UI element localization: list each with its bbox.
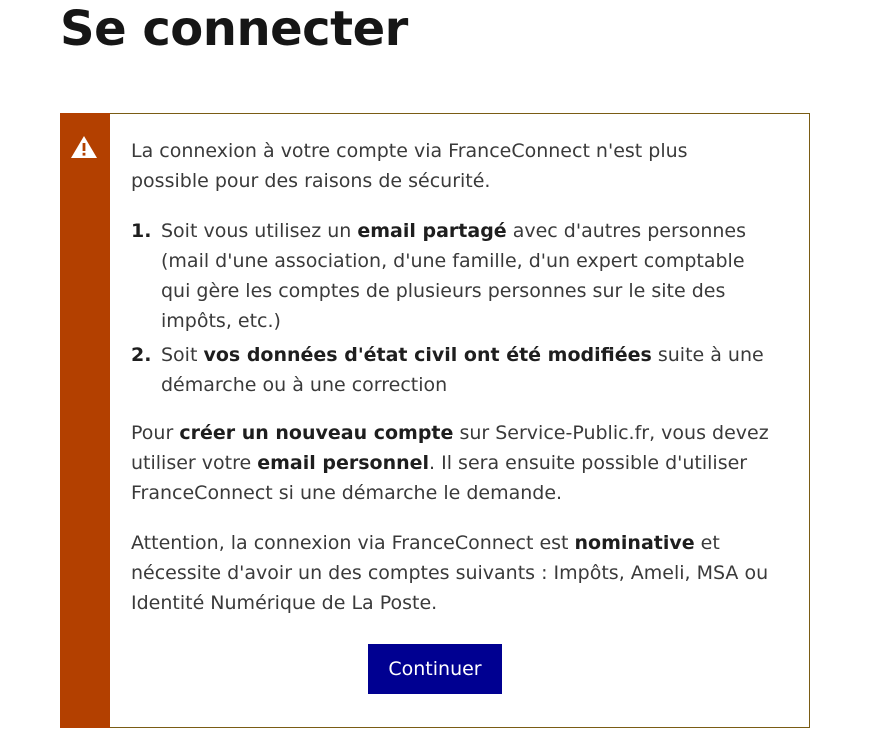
list-item-text: avec d'autres personnes (mail d'une association, d'une famille, d'un expert comptable qui gère les comptes de plusieurs personnes sur le site des impôts, etc.): [161, 220, 746, 332]
list-item-text: Soit: [161, 344, 204, 366]
alert-content: [131, 136, 771, 618]
nominative-paragraph: [131, 528, 771, 618]
paragraph-text: sur Service-Public.fr, vous devez utiliser votre: [131, 422, 769, 474]
list-item-bold-text: vos données d'état civil ont été modifiées: [203, 344, 652, 366]
warning-icon: [70, 135, 98, 159]
continue-button[interactable]: Continuer: [368, 644, 501, 694]
page-title: Se connecter: [60, 1, 408, 57]
list-item-number: 1.: [131, 220, 152, 242]
list-item-text: Soit vous utilisez un: [161, 220, 358, 242]
list-item-number: 2.: [131, 344, 152, 366]
reasons-list: [131, 216, 771, 400]
paragraph-bold-text: email personnel: [257, 452, 430, 474]
list-item-text: suite à une démarche ou à une correction: [161, 344, 764, 396]
paragraph-text: Attention, la connexion via FranceConnect est: [131, 532, 575, 554]
paragraph-bold-text: nominative: [574, 532, 695, 554]
paragraph-text: . Il sera ensuite possible d'utiliser FranceConnect si une démarche le demande.: [131, 452, 748, 504]
paragraph-text: Pour: [131, 422, 180, 444]
paragraph-bold-text: créer un nouveau compte: [179, 422, 454, 444]
button-container: [61, 644, 809, 694]
alert-intro-text: La connexion à votre compte via FranceConnect n'est plus possible pour des raisons de sécurité.: [131, 140, 688, 192]
alert-accent-bar: [60, 113, 110, 728]
list-item-bold-text: email partagé: [357, 220, 507, 242]
security-alert: [60, 113, 810, 728]
new-account-paragraph: [131, 418, 771, 508]
paragraph-text: et nécessite d'avoir un des comptes suivants : Impôts, Ameli, MSA ou Identité Numérique de La Poste.: [131, 532, 769, 614]
list-item: [131, 340, 771, 400]
list-item: [131, 216, 771, 336]
